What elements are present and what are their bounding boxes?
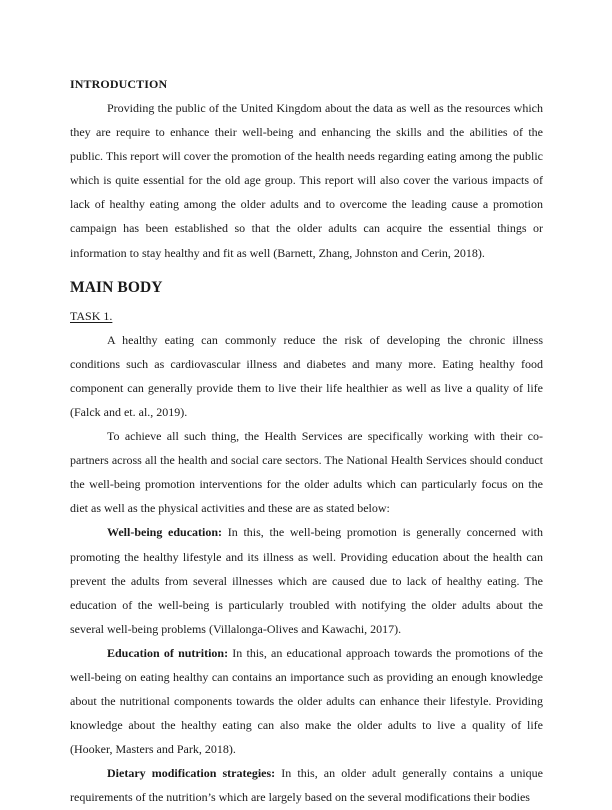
lead-in-dietary-modification: Dietary modification strategies:	[107, 766, 276, 781]
heading-task-1-label: TASK 1.	[70, 308, 113, 323]
body-dietary-modification: In this, an older adult generally contains a unique requirements of the nutrition’s which are largely based on the several modifications their bodies	[70, 766, 543, 805]
paragraph-task1-1: A healthy eating can commonly reduce the risk of developing the chronic illness conditions such as cardiovascular illness and diabetes and many more. Eating healthy food component can generally provide them to live their life healthier as well as live a quality of life (Falck and et. al., 2019).	[70, 332, 543, 419]
lead-in-wellbeing-education: Well-being education:	[107, 525, 223, 540]
heading-main-body: MAIN BODY	[70, 278, 163, 296]
document-text-column	[70, 72, 543, 810]
heading-task-1	[70, 304, 543, 328]
paragraph-introduction-1: Providing the public of the United Kingdom about the data as well as the resources which they are require to enhance their well-being and enhancing the skills and the abilities of the public. This report will cover the promotion of the health needs regarding eating among the public which is quite essential for the old age group. This report will also cover the various impacts of lack of healthy eating among the older adults and to overcome the leading cause a promotion campaign has been established so that the older adults can acquire the essential things or information to stay healthy and fit as well (Barnett, Zhang, Johnston and Cerin, 2018).	[70, 101, 543, 260]
paragraph-point-dietary-modification	[70, 761, 543, 809]
body-education-of-nutrition: In this, an educational approach towards the promotions of the well-being on eating healthy can contains an importance such as providing an enough knowledge about the nutritional components towards the older adults can enhance their lifestyle. Providing knowledge about the healthy eating can also make the older adults to live a quality of life (Hooker, Masters and Park, 2018).	[70, 645, 544, 757]
lead-in-education-of-nutrition: Education of nutrition:	[107, 645, 229, 660]
body-wellbeing-education: In this, the well-being promotion is generally concerned with promoting the healthy lifestyle and its illness as well. Providing education about the health can prevent the adults from several illnesses which are caused due to lack of healthy eating. The education of the well-being is particularly troubled with notifying the older adults about the several well-being problems (Villalonga-Olives and Kawachi, 2017).	[70, 525, 543, 636]
paragraph-point-wellbeing-education	[70, 520, 543, 640]
paragraph-task1-2: To achieve all such thing, the Health Services are specifically working with their co-partners across all the health and social care sectors. The National Health Services should conduct the well-being promotion interventions for the older adults which can particularly focus on the diet as well as the physical activities and these are as stated below:	[70, 429, 543, 516]
heading-introduction: INTRODUCTION	[70, 77, 168, 91]
paragraph-point-education-of-nutrition	[70, 641, 543, 761]
